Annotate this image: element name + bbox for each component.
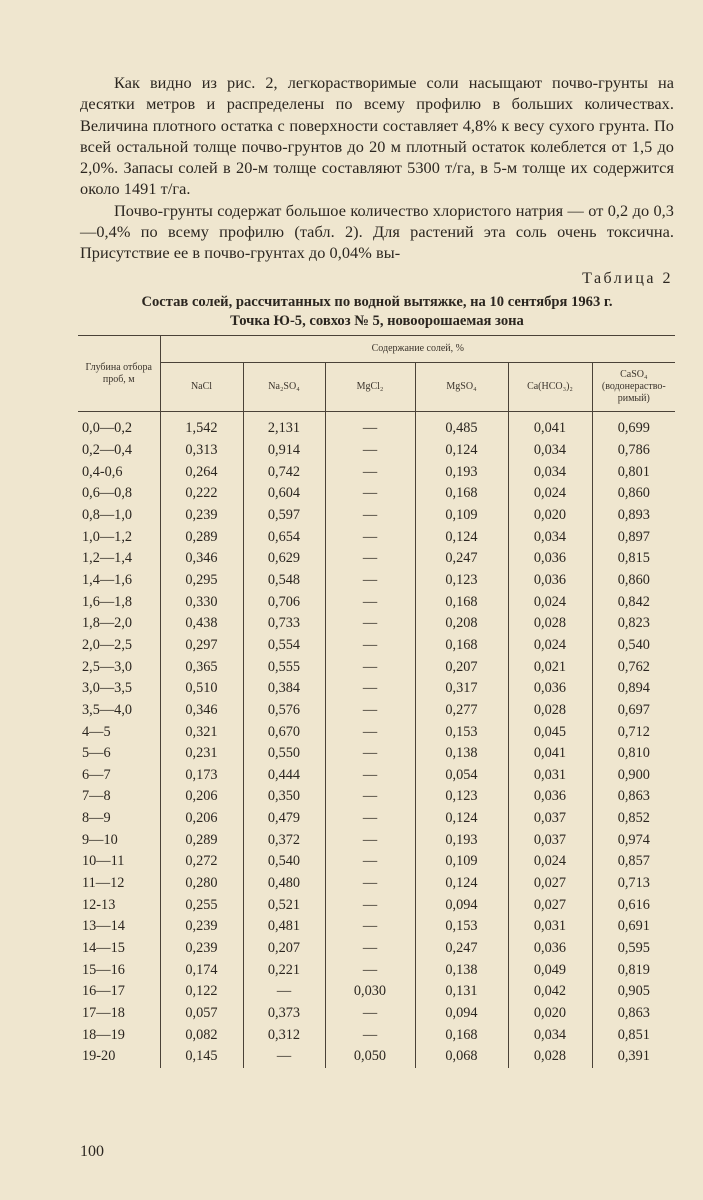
- mgso4-cell: 0,153: [415, 916, 508, 938]
- paragraph-1: Как видно из рис. 2, легкорастворимые соли насыщают почво-грунты на десятки метров и распределены по всему профилю в больших количествах. Величина плотного остатка с поверхности составляет 4,8% к весу сухого грунта. По всей остальной толще почво-грунтов до 20 м плотный остаток колеблется от 1,5 до 2,0%. Запасы солей в 20-м толще составляют 5300 т/га, в 5-м толще их содержится около 1491 т/га.: [80, 73, 674, 199]
- mgcl2-cell: —: [325, 700, 415, 722]
- caso4-cell: 0,974: [592, 829, 675, 851]
- mgso4-cell: 0,153: [415, 721, 508, 743]
- nacl-cell: 0,438: [160, 613, 243, 635]
- cahco3-cell: 0,031: [508, 916, 592, 938]
- na2so4-cell: 0,372: [243, 829, 325, 851]
- cahco3-cell: 0,034: [508, 461, 592, 483]
- na2so4-cell: 0,914: [243, 440, 325, 462]
- depth-cell: 1,8—2,0: [82, 615, 133, 632]
- table-row: [78, 591, 675, 613]
- mgcl2-cell: —: [325, 613, 415, 635]
- depth-cell: 15—16: [82, 961, 125, 978]
- table-row: [78, 656, 675, 678]
- depth-cell: 13—14: [82, 918, 125, 935]
- na2so4-cell: —: [243, 981, 325, 1003]
- table-row: [78, 483, 675, 505]
- na2so4-cell: 0,733: [243, 613, 325, 635]
- nacl-cell: 0,280: [160, 873, 243, 895]
- depth-cell: 3,5—4,0: [82, 701, 133, 718]
- header-depth: Глубина отбора проб, м: [78, 336, 160, 412]
- na2so4-cell: 0,384: [243, 678, 325, 700]
- na2so4-cell: 0,604: [243, 483, 325, 505]
- mgcl2-cell: —: [325, 440, 415, 462]
- nacl-cell: 0,082: [160, 1024, 243, 1046]
- cahco3-cell: 0,036: [508, 786, 592, 808]
- nacl-cell: 0,174: [160, 959, 243, 981]
- caso4-cell: 0,691: [592, 916, 675, 938]
- depth-cell: 2,0—2,5: [82, 636, 133, 653]
- na2so4-cell: 0,576: [243, 700, 325, 722]
- header-nacl: NaCl: [160, 363, 243, 412]
- mgso4-cell: 0,124: [415, 526, 508, 548]
- mgcl2-cell: —: [325, 938, 415, 960]
- mgso4-cell: 0,123: [415, 786, 508, 808]
- mgcl2-cell: —: [325, 1024, 415, 1046]
- header-na2so4: Na₂SO₄: [243, 363, 325, 412]
- nacl-cell: 0,173: [160, 765, 243, 787]
- mgso4-cell: 0,124: [415, 873, 508, 895]
- table-row: [78, 829, 675, 851]
- caso4-cell: 0,860: [592, 570, 675, 592]
- table-row: [78, 548, 675, 570]
- mgcl2-cell: —: [325, 873, 415, 895]
- caso4-cell: 0,762: [592, 656, 675, 678]
- mgcl2-cell: —: [325, 765, 415, 787]
- mgso4-cell: 0,168: [415, 1024, 508, 1046]
- caso4-cell: 0,819: [592, 959, 675, 981]
- mgso4-cell: 0,068: [415, 1046, 508, 1068]
- cahco3-cell: 0,024: [508, 635, 592, 657]
- mgso4-cell: 0,138: [415, 959, 508, 981]
- caso4-cell: 0,851: [592, 1024, 675, 1046]
- na2so4-cell: 0,540: [243, 851, 325, 873]
- caso4-cell: 0,897: [592, 526, 675, 548]
- depth-cell: 1,0—1,2: [82, 528, 133, 545]
- depth-cell: 0,2—0,4: [82, 441, 133, 458]
- mgcl2-cell: —: [325, 570, 415, 592]
- nacl-cell: 0,264: [160, 461, 243, 483]
- table-row: [78, 1003, 675, 1025]
- na2so4-cell: —: [243, 1046, 325, 1068]
- cahco3-cell: 0,041: [508, 418, 592, 440]
- nacl-cell: 0,222: [160, 483, 243, 505]
- mgcl2-cell: 0,030: [325, 981, 415, 1003]
- mgso4-cell: 0,054: [415, 765, 508, 787]
- mgcl2-cell: —: [325, 526, 415, 548]
- nacl-cell: 0,313: [160, 440, 243, 462]
- header-salt-content: Содержание солей, %: [160, 336, 675, 363]
- cahco3-cell: 0,034: [508, 440, 592, 462]
- caso4-cell: 0,815: [592, 548, 675, 570]
- nacl-cell: 0,057: [160, 1003, 243, 1025]
- caso4-cell: 0,801: [592, 461, 675, 483]
- depth-cell: 7—8: [82, 788, 111, 805]
- table-caption-line-1: Состав солей, рассчитанных по водной вытяжке, на 10 сентября 1963 г.: [141, 294, 613, 310]
- mgcl2-cell: —: [325, 678, 415, 700]
- caso4-cell: 0,863: [592, 1003, 675, 1025]
- depth-cell: 1,2—1,4: [82, 550, 133, 567]
- table-row: [78, 700, 675, 722]
- depth-cell: 0,0—0,2: [82, 420, 133, 437]
- depth-cell: 17—18: [82, 1005, 125, 1022]
- mgso4-cell: 0,168: [415, 591, 508, 613]
- na2so4-cell: 0,207: [243, 938, 325, 960]
- nacl-cell: 0,346: [160, 700, 243, 722]
- depth-cell: 14—15: [82, 940, 125, 957]
- paragraph-2: Почво-грунты содержат большое количество хлористого натрия — от 0,2 до 0,3—0,4% по всему профилю (табл. 2). Для растений эта соль очень токсична. Присутствие ее в почво-грунтах до 0,04% вы-: [80, 200, 674, 263]
- nacl-cell: 0,239: [160, 916, 243, 938]
- mgcl2-cell: —: [325, 635, 415, 657]
- nacl-cell: 0,122: [160, 981, 243, 1003]
- depth-cell: 12-13: [82, 896, 116, 913]
- na2so4-cell: 0,444: [243, 765, 325, 787]
- caso4-cell: 0,697: [592, 700, 675, 722]
- nacl-cell: 0,145: [160, 1046, 243, 1068]
- na2so4-cell: 0,597: [243, 505, 325, 527]
- caso4-cell: 0,863: [592, 786, 675, 808]
- caso4-cell: 0,713: [592, 873, 675, 895]
- table-label: Таблица 2: [582, 270, 673, 287]
- nacl-cell: 0,206: [160, 808, 243, 830]
- table-row: [78, 526, 675, 548]
- mgso4-cell: 0,124: [415, 808, 508, 830]
- mgso4-cell: 0,485: [415, 418, 508, 440]
- depth-cell: 16—17: [82, 983, 125, 1000]
- nacl-cell: 0,346: [160, 548, 243, 570]
- header-caso4: CaSO₄ (водонерастворимый): [592, 363, 675, 412]
- nacl-cell: 0,321: [160, 721, 243, 743]
- cahco3-cell: 0,031: [508, 765, 592, 787]
- cahco3-cell: 0,028: [508, 1046, 592, 1068]
- mgso4-cell: 0,124: [415, 440, 508, 462]
- mgcl2-cell: —: [325, 829, 415, 851]
- cahco3-cell: 0,021: [508, 656, 592, 678]
- table-row: [78, 743, 675, 765]
- cahco3-cell: 0,037: [508, 808, 592, 830]
- caso4-cell: 0,857: [592, 851, 675, 873]
- mgcl2-cell: —: [325, 591, 415, 613]
- na2so4-cell: 0,373: [243, 1003, 325, 1025]
- nacl-cell: 0,330: [160, 591, 243, 613]
- na2so4-cell: 0,221: [243, 959, 325, 981]
- caso4-cell: 0,699: [592, 418, 675, 440]
- caso4-cell: 0,786: [592, 440, 675, 462]
- table-row: [78, 959, 675, 981]
- table-row: [78, 808, 675, 830]
- cahco3-cell: 0,041: [508, 743, 592, 765]
- mgcl2-cell: —: [325, 721, 415, 743]
- depth-cell: 0,6—0,8: [82, 485, 133, 502]
- cahco3-cell: 0,036: [508, 570, 592, 592]
- table-caption-line-2: Точка Ю-5, совхоз № 5, новоорошаемая зона: [230, 313, 524, 329]
- mgcl2-cell: —: [325, 959, 415, 981]
- table-row: [78, 418, 675, 440]
- cahco3-cell: 0,036: [508, 678, 592, 700]
- cahco3-cell: 0,034: [508, 526, 592, 548]
- mgso4-cell: 0,131: [415, 981, 508, 1003]
- cahco3-cell: 0,024: [508, 483, 592, 505]
- table-row: [78, 938, 675, 960]
- caso4-cell: 0,894: [592, 678, 675, 700]
- na2so4-cell: 0,706: [243, 591, 325, 613]
- table-row: [78, 505, 675, 527]
- header-cahco3: Ca(HCO₃)₂: [508, 363, 592, 412]
- na2so4-cell: 0,742: [243, 461, 325, 483]
- mgcl2-cell: —: [325, 851, 415, 873]
- table-row: [78, 851, 675, 873]
- depth-cell: 6—7: [82, 766, 111, 783]
- table-row: [78, 721, 675, 743]
- nacl-cell: 0,365: [160, 656, 243, 678]
- mgso4-cell: 0,247: [415, 938, 508, 960]
- mgcl2-cell: —: [325, 786, 415, 808]
- na2so4-cell: 0,312: [243, 1024, 325, 1046]
- table-row: [78, 916, 675, 938]
- mgso4-cell: 0,317: [415, 678, 508, 700]
- depth-cell: 18—19: [82, 1026, 125, 1043]
- mgcl2-cell: —: [325, 548, 415, 570]
- nacl-cell: 0,289: [160, 829, 243, 851]
- mgso4-cell: 0,193: [415, 461, 508, 483]
- depth-cell: 10—11: [82, 853, 125, 870]
- cahco3-cell: 0,020: [508, 1003, 592, 1025]
- table-row: [78, 1024, 675, 1046]
- na2so4-cell: 0,554: [243, 635, 325, 657]
- mgso4-cell: 0,208: [415, 613, 508, 635]
- caso4-cell: 0,391: [592, 1046, 675, 1068]
- table-row: [78, 981, 675, 1003]
- table-body: [78, 412, 675, 1068]
- nacl-cell: 1,542: [160, 418, 243, 440]
- cahco3-cell: 0,049: [508, 959, 592, 981]
- cahco3-cell: 0,034: [508, 1024, 592, 1046]
- depth-cell: 8—9: [82, 810, 111, 827]
- caso4-cell: 0,616: [592, 894, 675, 916]
- table-row: [78, 440, 675, 462]
- mgso4-cell: 0,094: [415, 1003, 508, 1025]
- na2so4-cell: 0,481: [243, 916, 325, 938]
- cahco3-cell: 0,024: [508, 851, 592, 873]
- mgcl2-cell: —: [325, 656, 415, 678]
- table-row: [78, 894, 675, 916]
- cahco3-cell: 0,036: [508, 938, 592, 960]
- nacl-cell: 0,206: [160, 786, 243, 808]
- body-text: [80, 72, 674, 264]
- na2so4-cell: 0,548: [243, 570, 325, 592]
- depth-cell: 19-20: [82, 1048, 116, 1065]
- nacl-cell: 0,510: [160, 678, 243, 700]
- nacl-cell: 0,297: [160, 635, 243, 657]
- na2so4-cell: 0,350: [243, 786, 325, 808]
- mgcl2-cell: —: [325, 505, 415, 527]
- na2so4-cell: 0,555: [243, 656, 325, 678]
- table-caption: [80, 293, 674, 331]
- mgso4-cell: 0,193: [415, 829, 508, 851]
- salt-composition-table: [78, 335, 675, 1068]
- mgso4-cell: 0,247: [415, 548, 508, 570]
- nacl-cell: 0,231: [160, 743, 243, 765]
- header-mgcl2: MgCl₂: [325, 363, 415, 412]
- cahco3-cell: 0,028: [508, 700, 592, 722]
- mgso4-cell: 0,168: [415, 483, 508, 505]
- na2so4-cell: 0,521: [243, 894, 325, 916]
- mgso4-cell: 0,277: [415, 700, 508, 722]
- na2so4-cell: 0,654: [243, 526, 325, 548]
- mgcl2-cell: —: [325, 461, 415, 483]
- mgso4-cell: 0,123: [415, 570, 508, 592]
- mgso4-cell: 0,138: [415, 743, 508, 765]
- caso4-cell: 0,842: [592, 591, 675, 613]
- caso4-cell: 0,540: [592, 635, 675, 657]
- mgso4-cell: 0,109: [415, 505, 508, 527]
- mgso4-cell: 0,207: [415, 656, 508, 678]
- mgcl2-cell: —: [325, 418, 415, 440]
- table-row: [78, 765, 675, 787]
- mgso4-cell: 0,094: [415, 894, 508, 916]
- depth-cell: 1,6—1,8: [82, 593, 133, 610]
- table-row: [78, 570, 675, 592]
- page-number: 100: [80, 1143, 104, 1160]
- mgcl2-cell: —: [325, 916, 415, 938]
- na2so4-cell: 0,670: [243, 721, 325, 743]
- depth-cell: 3,0—3,5: [82, 680, 133, 697]
- cahco3-cell: 0,020: [508, 505, 592, 527]
- caso4-cell: 0,893: [592, 505, 675, 527]
- table-row: [78, 1046, 675, 1068]
- cahco3-cell: 0,024: [508, 591, 592, 613]
- depth-cell: 0,8—1,0: [82, 506, 133, 523]
- mgcl2-cell: 0,050: [325, 1046, 415, 1068]
- table-row: [78, 461, 675, 483]
- table-row: [78, 786, 675, 808]
- depth-cell: 4—5: [82, 723, 111, 740]
- nacl-cell: 0,239: [160, 505, 243, 527]
- mgso4-cell: 0,109: [415, 851, 508, 873]
- caso4-cell: 0,595: [592, 938, 675, 960]
- na2so4-cell: 0,480: [243, 873, 325, 895]
- mgso4-cell: 0,168: [415, 635, 508, 657]
- na2so4-cell: 0,550: [243, 743, 325, 765]
- table-row: [78, 613, 675, 635]
- depth-cell: 9—10: [82, 831, 118, 848]
- cahco3-cell: 0,036: [508, 548, 592, 570]
- na2so4-cell: 2,131: [243, 418, 325, 440]
- table-row: [78, 635, 675, 657]
- mgcl2-cell: —: [325, 743, 415, 765]
- cahco3-cell: 0,045: [508, 721, 592, 743]
- depth-cell: 0,4-0,6: [82, 463, 123, 480]
- nacl-cell: 0,272: [160, 851, 243, 873]
- na2so4-cell: 0,479: [243, 808, 325, 830]
- caso4-cell: 0,905: [592, 981, 675, 1003]
- caso4-cell: 0,852: [592, 808, 675, 830]
- mgcl2-cell: —: [325, 894, 415, 916]
- na2so4-cell: 0,629: [243, 548, 325, 570]
- cahco3-cell: 0,027: [508, 894, 592, 916]
- caso4-cell: 0,712: [592, 721, 675, 743]
- header-mgso4: MgSO₄: [415, 363, 508, 412]
- depth-cell: 5—6: [82, 745, 111, 762]
- table-row: [78, 678, 675, 700]
- cahco3-cell: 0,028: [508, 613, 592, 635]
- nacl-cell: 0,289: [160, 526, 243, 548]
- mgcl2-cell: —: [325, 1003, 415, 1025]
- caso4-cell: 0,860: [592, 483, 675, 505]
- cahco3-cell: 0,027: [508, 873, 592, 895]
- caso4-cell: 0,900: [592, 765, 675, 787]
- cahco3-cell: 0,042: [508, 981, 592, 1003]
- mgcl2-cell: —: [325, 808, 415, 830]
- caso4-cell: 0,823: [592, 613, 675, 635]
- nacl-cell: 0,255: [160, 894, 243, 916]
- cahco3-cell: 0,037: [508, 829, 592, 851]
- table-row: [78, 873, 675, 895]
- caso4-cell: 0,810: [592, 743, 675, 765]
- nacl-cell: 0,239: [160, 938, 243, 960]
- mgcl2-cell: —: [325, 483, 415, 505]
- nacl-cell: 0,295: [160, 570, 243, 592]
- depth-cell: 11—12: [82, 875, 125, 892]
- depth-cell: 1,4—1,6: [82, 571, 133, 588]
- depth-cell: 2,5—3,0: [82, 658, 133, 675]
